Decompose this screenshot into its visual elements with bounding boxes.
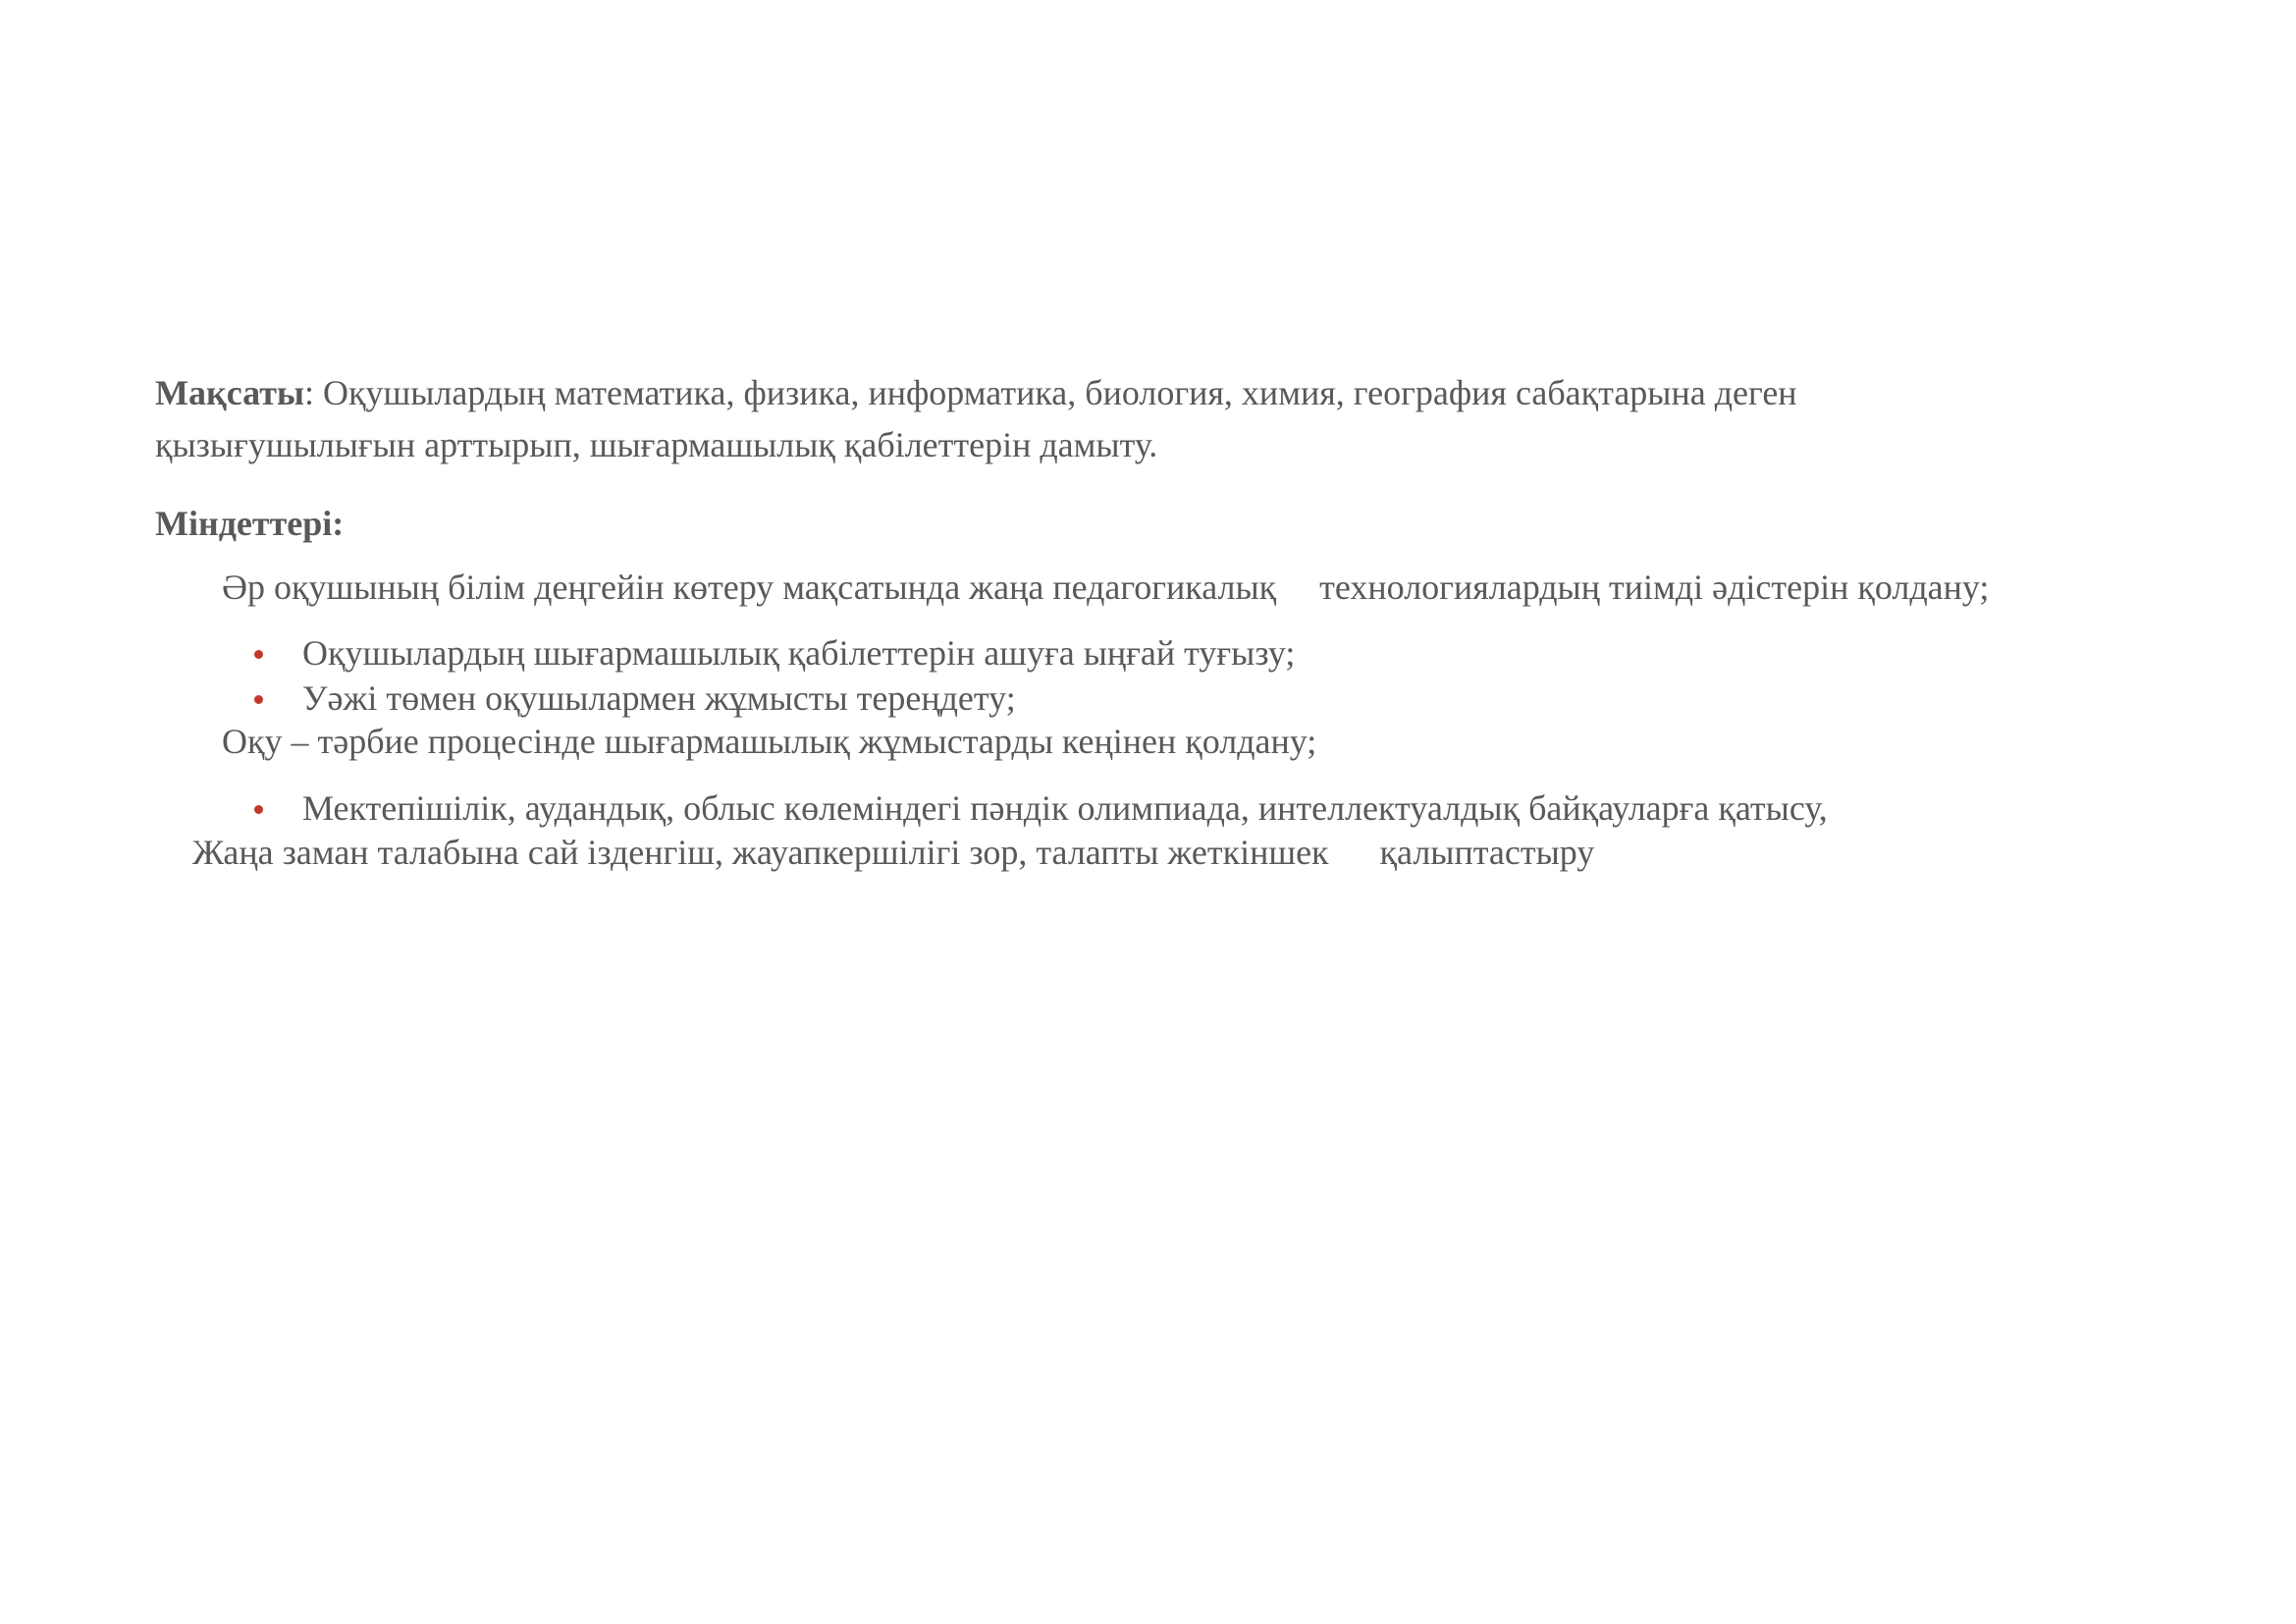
task-item-1-part-2: технологиялардың тиімді әдістерін қолдану;: [1319, 568, 1990, 607]
bullet-item-1: Оқушылардың шығармашылық қабілеттерін ашуға ыңғай туғызу;: [302, 633, 1296, 673]
tasks-heading: Міндеттері:: [155, 504, 345, 543]
task-item-2: Оқу – тәрбие процесінде шығармашылық жұмыстарды кеңінен қолдану;: [222, 722, 1317, 761]
goal-line-2: қызығушылығын арттырып, шығармашылық қабілеттерін дамыту.: [155, 425, 1158, 464]
bullet-item-3: Мектепішілік, аудандық, облыс көлеміндегі пәндік олимпиада, интеллектуалдық байқауларға қатысу,: [302, 788, 1828, 828]
goal-text-line-1: Оқушылардың математика, физика, информатика, биология, химия, география сабақтарына деген: [314, 373, 1797, 412]
goal-separator: :: [304, 373, 315, 412]
bullet-item-2: Уәжі төмен оқушылармен жұмысты тереңдету;: [302, 678, 1016, 718]
goal-label: Мақсаты: [155, 373, 304, 412]
goal-line-1: [155, 371, 1797, 414]
task-item-3-part-1: Жаңа заман талабына сай ізденгіш, жауапкершілігі зор, талапты жеткіншек: [192, 833, 1329, 872]
task-item-3: [192, 831, 1594, 874]
bullet-dot-1: [254, 650, 263, 659]
task-item-1-part-1: Әр оқушының білім деңгейін көтеру мақсатында жаңа педагогикалық: [222, 568, 1277, 607]
bullet-dot-2: [254, 695, 263, 704]
bullet-dot-3: [254, 805, 263, 814]
task-item-3-part-2: қалыптастыру: [1379, 833, 1595, 872]
task-item-1: [222, 566, 1989, 609]
